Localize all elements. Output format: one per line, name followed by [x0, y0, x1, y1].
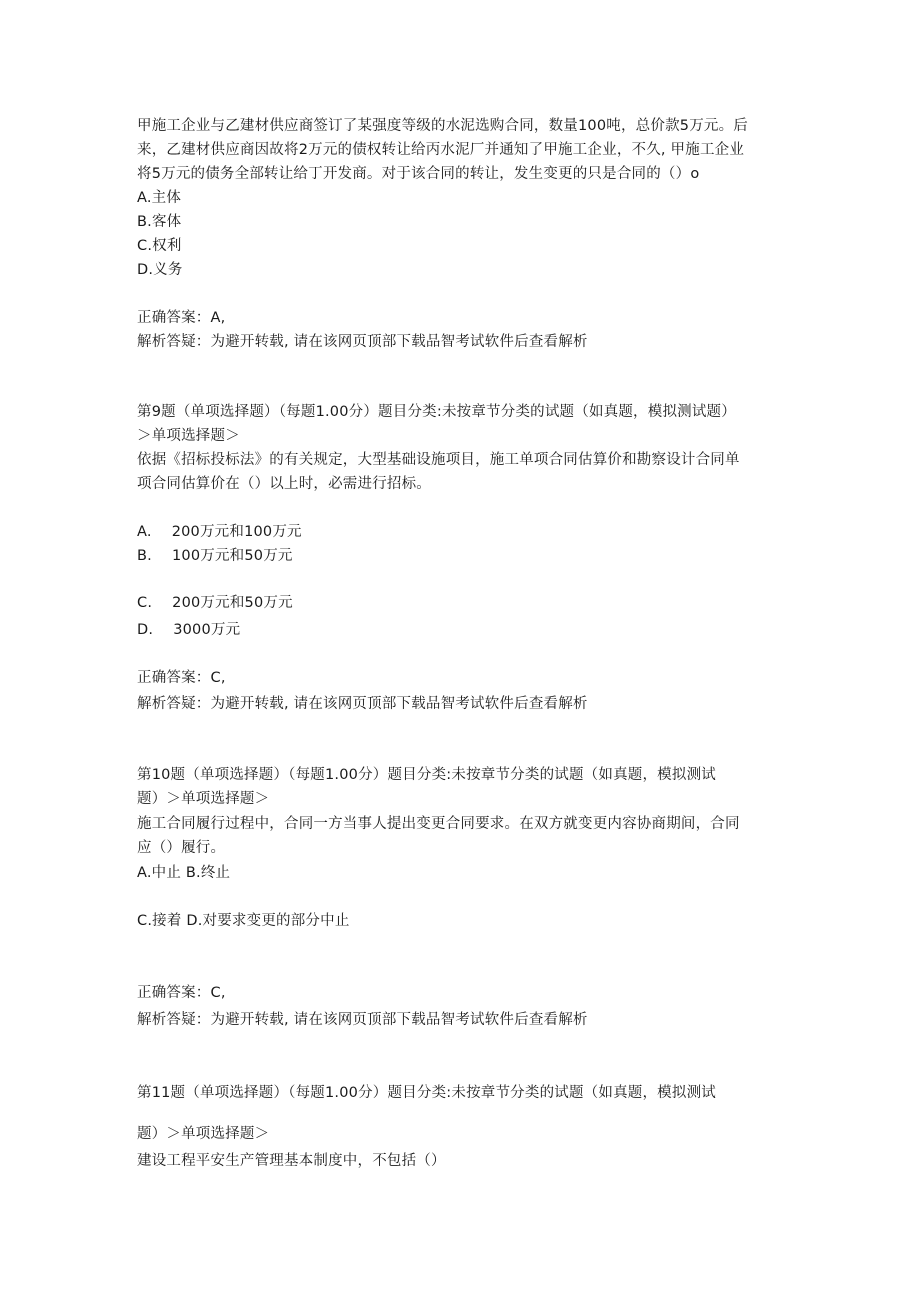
option-letter: B. [137, 548, 152, 564]
option-c: C.权利 [137, 238, 182, 254]
option-text: 100万元和50万元 [171, 548, 293, 564]
correct-answer: 正确答案：A, [137, 310, 226, 326]
question-stem: 项合同估算价在（）以上时，必需进行招标。 [137, 476, 431, 492]
question-header: 第10题（单项选择题）（每题1.00分）题目分类:未按章节分类的试题（如真题，模拟测试 [137, 767, 716, 783]
option-a [137, 522, 302, 542]
question-stem: 建设工程平安生产管理基本制度中，不包括（） [137, 1153, 446, 1169]
option-letter: D. [137, 622, 154, 638]
option-text: 200万元和50万元 [172, 595, 293, 611]
option-d: D.义务 [137, 262, 183, 278]
question-header: 题）＞单项选择题＞ [137, 791, 270, 807]
option-b: B.客体 [137, 214, 182, 230]
option-text: 3000万元 [173, 622, 241, 638]
question-stem: 依据《招标投标法》的有关规定，大型基础设施项目，施工单项合同估算价和勘察设计合同单 [137, 452, 740, 468]
correct-answer: 正确答案：C, [137, 670, 226, 686]
option-text: 200万元和100万元 [171, 524, 302, 540]
correct-answer: 正确答案：C, [137, 985, 226, 1001]
question-header: 第9题（单项选择题）（每题1.00分）题目分类:未按章节分类的试题（如真题，模拟测试题） [137, 404, 736, 420]
question-header: 题）＞单项选择题＞ [137, 1126, 270, 1142]
options-line: A.中止 B.终止 [137, 865, 231, 881]
question-header: ＞单项选择题＞ [137, 428, 240, 444]
question-stem: 来，乙建材供应商因故将2万元的债权转让给丙水泥厂并通知了甲施工企业，不久, 甲施工企业 [137, 142, 745, 158]
question-stem: 甲施工企业与乙建材供应商签订了某强度等级的水泥选购合同，数量100吨，总价款5万元。后 [137, 118, 748, 134]
analysis-note: 解析答疑：为避开转载, 请在该网页顶部下载品智考试软件后查看解析 [137, 334, 588, 350]
question-stem: 应（）履行。 [137, 840, 226, 856]
option-letter: A. [137, 524, 152, 540]
question-header: 第11题（单项选择题）（每题1.00分）题目分类:未按章节分类的试题（如真题，模拟测试 [137, 1085, 716, 1101]
options-line: C.接着 D.对要求变更的部分中止 [137, 913, 350, 929]
option-b [137, 546, 293, 566]
analysis-note: 解析答疑：为避开转载, 请在该网页顶部下载品智考试软件后查看解析 [137, 696, 588, 712]
analysis-note: 解析答疑：为避开转载, 请在该网页顶部下载品智考试软件后查看解析 [137, 1012, 588, 1028]
option-a: A.主体 [137, 190, 182, 206]
option-d [137, 620, 240, 640]
option-c [137, 593, 293, 613]
question-stem: 施工合同履行过程中，合同一方当事人提出变更合同要求。在双方就变更内容协商期间，合同 [137, 816, 740, 832]
question-stem: 将5万元的债务全部转让给丁开发商。对于该合同的转让，发生变更的只是合同的（）o [137, 166, 700, 182]
option-letter: C. [137, 595, 153, 611]
